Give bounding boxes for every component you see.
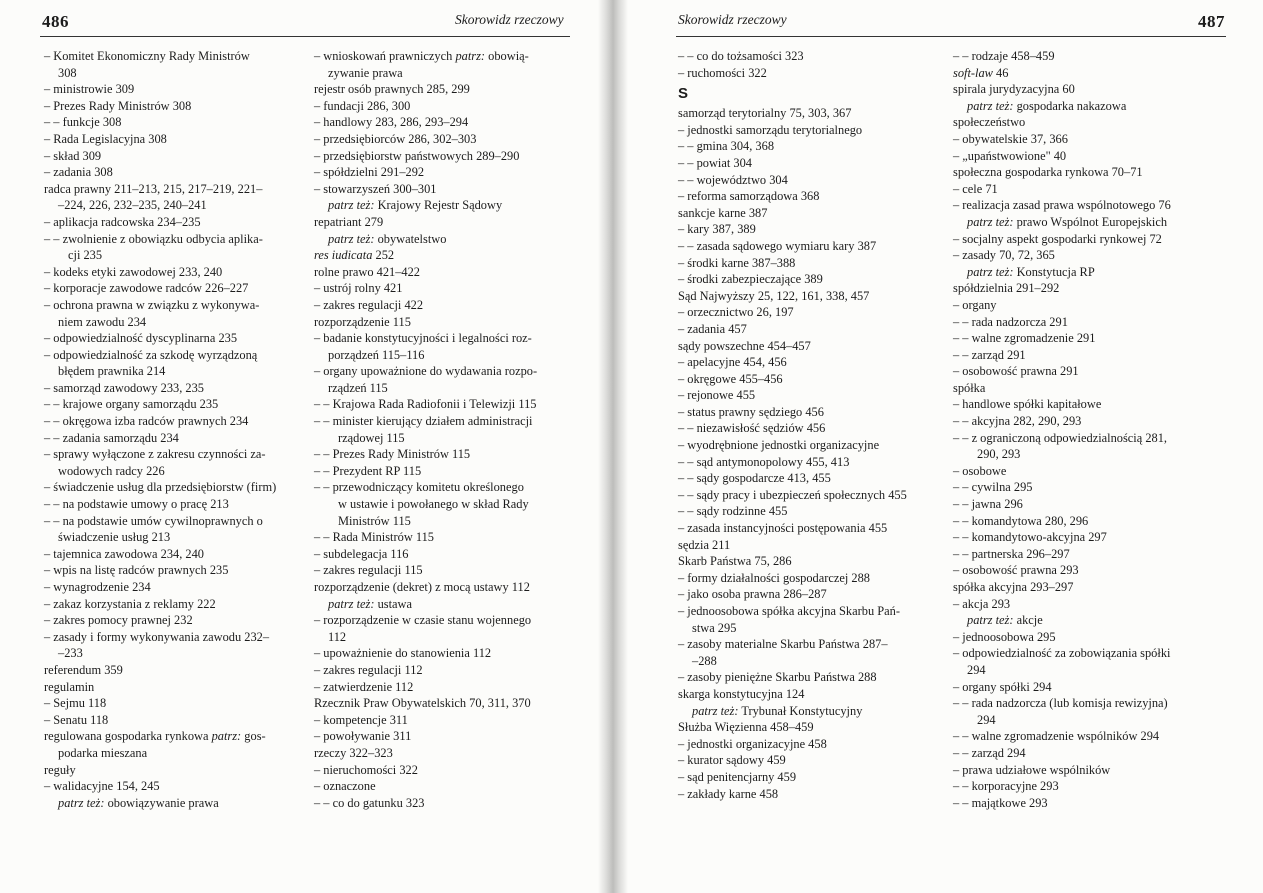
index-entry: rejestr osób prawnych 285, 299 xyxy=(314,82,470,97)
index-entry: – okręgowe 455–456 xyxy=(678,371,783,386)
index-entry: – ruchomości 322 xyxy=(678,65,767,80)
index-entry: – jako osoba prawna 286–287 xyxy=(678,587,827,602)
index-entry-continuation: rządowej 115 xyxy=(338,430,405,445)
index-entry: – – komandytowa 280, 296 xyxy=(953,513,1089,528)
index-entry: – zakłady karne 458 xyxy=(678,786,779,801)
index-entry: – aplikacja radcowska 234–235 xyxy=(44,214,201,229)
index-entry: – przedsiębiorstw państwowych 289–290 xyxy=(314,148,520,163)
index-entry: – sąd penitencjarny 459 xyxy=(678,769,797,784)
index-entry: – jednoosobowa spółka akcyjna Skarbu Pań- xyxy=(678,604,900,618)
index-entry-continuation: 308 xyxy=(58,65,77,80)
cross-reference xyxy=(314,197,566,214)
index-entry: – handlowe spółki kapitałowe xyxy=(953,397,1102,412)
index-entry: repatriant 279 xyxy=(314,214,384,229)
index-entry: – – komandytowo-akcyjna 297 xyxy=(953,530,1107,545)
index-entry: – powoływanie 311 xyxy=(314,729,412,744)
index-entry: – – rada nadzorcza (lub komisja rewizyjna) xyxy=(953,696,1168,711)
page-number: 487 xyxy=(1198,12,1225,31)
index-entry: – handlowy 283, 286, 293–294 xyxy=(314,115,469,130)
left-running-head xyxy=(455,12,564,36)
entry-text: – wnioskowań prawniczych xyxy=(314,49,453,63)
index-column-1 xyxy=(44,48,296,811)
index-entry: rzeczy 322–323 xyxy=(314,745,393,760)
index-entry: – – rada nadzorcza 291 xyxy=(953,314,1068,329)
cross-ref-label: patrz też: xyxy=(328,231,375,246)
index-entry: samorząd terytorialny 75, 303, 367 xyxy=(678,106,852,121)
running-head-text: Skorowidz rzeczowy xyxy=(455,12,564,27)
index-entry: – odpowiedzialność za zobowiązania spółki xyxy=(953,646,1171,661)
index-entry: – – jawna 296 xyxy=(953,497,1023,512)
index-entry: – – cywilna 295 xyxy=(953,480,1033,495)
index-entry: – organy upoważnione do wydawania rozpo- xyxy=(314,364,538,379)
cross-ref-label: patrz też: xyxy=(328,596,375,611)
index-entry: – Prezes Rady Ministrów 308 xyxy=(44,98,192,113)
index-entry: – – co do gatunku 323 xyxy=(314,795,425,810)
index-entry: regulamin xyxy=(44,679,95,694)
cross-ref-label: patrz też: xyxy=(692,703,739,718)
index-entry: referendum 359 xyxy=(44,662,123,677)
index-entry: – – okręgowa izba radców prawnych 234 xyxy=(44,414,249,429)
index-entry: – – Rada Ministrów 115 xyxy=(314,530,434,545)
index-entry: – rozporządzenie w czasie stanu wojennego xyxy=(314,613,532,628)
index-entry: – wyodrębnione jednostki organizacyjne xyxy=(678,438,880,453)
index-entry: – organy spółki 294 xyxy=(953,679,1052,694)
index-entry: – – niezawisłość sędziów 456 xyxy=(678,421,826,436)
index-entry: – zakaz korzystania z reklamy 222 xyxy=(44,596,216,611)
index-entry: – – województwo 304 xyxy=(678,172,788,187)
index-entry: – spółdzielni 291–292 xyxy=(314,165,425,180)
index-entry: – środki zabezpieczające 389 xyxy=(678,272,823,287)
right-running-head xyxy=(678,12,787,36)
index-entry: – – korporacyjne 293 xyxy=(953,779,1059,794)
index-entry: – Rada Legislacyjna 308 xyxy=(44,131,167,146)
index-entry: – status prawny sędziego 456 xyxy=(678,404,824,419)
index-entry-continuation: porządzeń 115–116 xyxy=(328,347,425,362)
running-head-text: Skorowidz rzeczowy xyxy=(678,12,787,27)
index-entry: – skład 309 xyxy=(44,148,102,163)
index-entry: – środki karne 387–388 xyxy=(678,255,796,270)
index-entry-continuation: wodowych radcy 226 xyxy=(58,463,165,478)
index-entry: – fundacji 286, 300 xyxy=(314,98,411,113)
index-column-3 xyxy=(678,48,938,802)
index-entry: – – sądy pracy i ubezpieczeń społecznych 455 xyxy=(678,487,907,502)
left-page xyxy=(0,0,598,893)
index-column-2 xyxy=(314,48,566,811)
index-entry xyxy=(314,48,566,65)
index-entry-continuation: 294 xyxy=(967,662,986,677)
index-entry: – – sąd antymonopolowy 455, 413 xyxy=(678,454,850,469)
cross-reference xyxy=(314,596,566,613)
index-entry: – – minister kierujący działem administracji xyxy=(314,414,533,429)
index-entry: – korporacje zawodowe radców 226–227 xyxy=(44,281,249,296)
entry-text: obowią- xyxy=(488,49,529,63)
latin-term: soft-law xyxy=(953,65,993,80)
index-entry: – – na podstawie umowy o pracę 213 xyxy=(44,497,229,512)
index-entry-continuation: zywanie prawa xyxy=(328,65,403,80)
index-entry: – – gmina 304, 368 xyxy=(678,139,775,154)
index-entry: – – Prezes Rady Ministrów 115 xyxy=(314,447,471,462)
index-entry: – osobowość prawna 293 xyxy=(953,563,1079,578)
index-entry: – zasada instancyjności postępowania 455 xyxy=(678,521,888,536)
cross-reference xyxy=(953,214,1238,231)
index-entry: – zasady 70, 72, 365 xyxy=(953,248,1055,263)
index-entry: – – krajowe organy samorządu 235 xyxy=(44,397,219,412)
index-entry: – – walne zgromadzenie wspólników 294 xyxy=(953,729,1160,744)
entry-text: ustawa xyxy=(377,596,412,611)
cross-ref-label: patrz też: xyxy=(58,795,105,810)
index-entry-continuation: –288 xyxy=(692,653,717,668)
index-entry: reguły xyxy=(44,762,76,777)
index-entry: – – co do tożsamości 323 xyxy=(678,49,804,63)
entry-text: gos- xyxy=(244,729,266,744)
index-entry: – – rodzaje 458–459 xyxy=(953,49,1055,63)
index-entry: sankcje karne 387 xyxy=(678,205,768,220)
index-entry: – kompetencje 311 xyxy=(314,712,408,727)
index-entry: – obywatelskie 37, 366 xyxy=(953,131,1068,146)
index-entry: – – zasada sądowego wymiaru kary 387 xyxy=(678,238,877,253)
index-entry-continuation: –233 xyxy=(58,646,83,661)
index-entry: – badanie konstytucyjności i legalności roz- xyxy=(314,331,532,346)
index-entry xyxy=(953,65,1238,82)
entry-text: obowiązywanie prawa xyxy=(107,795,219,810)
index-entry: – „upaństwowione" 40 xyxy=(953,148,1067,163)
index-entry: – zakres regulacji 112 xyxy=(314,662,423,677)
index-entry: – reforma samorządowa 368 xyxy=(678,189,820,204)
index-entry: spirala jurydyzacyjna 60 xyxy=(953,82,1075,97)
index-entry: – – sądy gospodarcze 413, 455 xyxy=(678,471,831,486)
index-entry: – zasady i formy wykonywania zawodu 232– xyxy=(44,629,270,644)
index-entry: Sąd Najwyższy 25, 122, 161, 338, 457 xyxy=(678,288,870,303)
index-entry-continuation: świadczenie usług 213 xyxy=(58,530,171,545)
index-entry: – – partnerska 296–297 xyxy=(953,546,1070,561)
index-entry: – wpis na listę radców prawnych 235 xyxy=(44,563,229,578)
cross-ref-label: patrz też: xyxy=(328,198,375,213)
index-entry: – walidacyjne 154, 245 xyxy=(44,779,160,794)
index-entry: – orzecznictwo 26, 197 xyxy=(678,305,794,320)
index-entry: – organy xyxy=(953,297,997,312)
index-entry: – prawa udziałowe wspólników xyxy=(953,762,1111,777)
header-rule xyxy=(676,36,1226,37)
index-entry: – świadczenie usług dla przedsiębiorstw (firm) xyxy=(44,480,277,495)
index-entry: – sprawy wyłączone z zakresu czynności za- xyxy=(44,447,266,462)
index-entry: – kary 387, 389 xyxy=(678,222,756,237)
index-entry xyxy=(314,247,566,264)
cross-ref-label: patrz też: xyxy=(967,98,1014,113)
index-entry: rolne prawo 421–422 xyxy=(314,264,420,279)
index-entry: – Sejmu 118 xyxy=(44,696,107,711)
index-entry: Rzecznik Praw Obywatelskich 70, 311, 370 xyxy=(314,696,531,711)
index-entry: – rejonowe 455 xyxy=(678,388,756,403)
index-entry-continuation: w ustawie i powołanego w skład Rady xyxy=(338,497,529,512)
index-entry: – – majątkowe 293 xyxy=(953,795,1048,810)
index-entry: społeczna gospodarka rynkowa 70–71 xyxy=(953,165,1143,180)
latin-term: res iudicata xyxy=(314,248,373,263)
cross-reference xyxy=(953,98,1238,115)
index-entry-continuation: 290, 293 xyxy=(977,447,1021,462)
index-entry: – przedsiębiorców 286, 302–303 xyxy=(314,131,477,146)
index-entry: skarga konstytucyjna 124 xyxy=(678,686,805,701)
index-entry: rozporządzenie (dekret) z mocą ustawy 112 xyxy=(314,580,530,594)
right-page-number xyxy=(1198,12,1225,36)
entry-text: 46 xyxy=(996,65,1009,80)
index-entry: – ministrowie 309 xyxy=(44,82,135,97)
entry-text: akcje xyxy=(1016,613,1043,628)
index-entry: – ochrona prawna w związku z wykonywa- xyxy=(44,297,260,312)
index-entry: – socjalny aspekt gospodarki rynkowej 72 xyxy=(953,231,1162,246)
index-entry: – kodeks etyki zawodowej 233, 240 xyxy=(44,264,223,279)
right-page xyxy=(628,0,1263,893)
index-entry: – – przewodniczący komitetu określonego xyxy=(314,480,524,495)
index-entry: – osobowe xyxy=(953,463,1007,478)
left-page-number xyxy=(42,12,69,36)
index-entry: – jednostki samorządu terytorialnego xyxy=(678,122,863,137)
index-entry: – realizacja zasad prawa wspólnotowego 76 xyxy=(953,198,1171,213)
cross-ref-label: patrz też: xyxy=(967,613,1014,628)
index-entry: – tajemnica zawodowa 234, 240 xyxy=(44,546,204,561)
index-entry: – zasoby pieniężne Skarbu Państwa 288 xyxy=(678,670,877,685)
index-entry: – – na podstawie umów cywilnoprawnych o xyxy=(44,513,263,528)
index-entry-continuation: błędem prawnika 214 xyxy=(58,364,166,379)
index-entry: – nieruchomości 322 xyxy=(314,762,418,777)
index-entry: – – zadania samorządu 234 xyxy=(44,430,179,445)
index-entry: Skarb Państwa 75, 286 xyxy=(678,554,792,569)
index-entry: – cele 71 xyxy=(953,181,998,196)
index-entry-continuation: 294 xyxy=(977,712,996,727)
index-entry: – kurator sądowy 459 xyxy=(678,753,786,768)
entry-text: obywatelstwo xyxy=(377,231,447,246)
index-entry: – odpowiedzialność za szkodę wyrządzoną xyxy=(44,347,258,362)
index-entry: – – Prezydent RP 115 xyxy=(314,463,422,478)
index-entry: – – walne zgromadzenie 291 xyxy=(953,331,1096,346)
index-entry: – upoważnienie do stanowienia 112 xyxy=(314,646,492,661)
index-entry: – – Krajowa Rada Radiofonii i Telewizji 115 xyxy=(314,397,537,412)
index-entry: – zasoby materialne Skarbu Państwa 287– xyxy=(678,637,888,652)
index-entry: – zakres regulacji 422 xyxy=(314,297,424,312)
index-entry: – wynagrodzenie 234 xyxy=(44,580,151,594)
index-entry: – – powiat 304 xyxy=(678,155,752,170)
index-entry: – osobowość prawna 291 xyxy=(953,364,1079,379)
entry-text: Krajowy Rejestr Sądowy xyxy=(377,198,503,213)
index-entry: – Senatu 118 xyxy=(44,712,109,727)
index-entry: – odpowiedzialność dyscyplinarna 235 xyxy=(44,331,238,346)
index-entry: – – z ograniczoną odpowiedzialnością 281, xyxy=(953,430,1168,445)
cross-reference xyxy=(678,703,938,720)
cross-ref-label: patrz też: xyxy=(967,264,1014,279)
book-gutter xyxy=(598,0,628,893)
header-rule xyxy=(40,36,570,37)
index-entry: – – funkcje 308 xyxy=(44,115,122,130)
entry-text: regulowana gospodarka rynkowa xyxy=(44,729,209,744)
index-entry: spółka xyxy=(953,380,986,395)
index-entry: radca prawny 211–213, 215, 217–219, 221– xyxy=(44,181,263,196)
index-entry: – – zwolnienie z obowiązku odbycia aplika- xyxy=(44,231,263,246)
index-entry: – subdelegacja 116 xyxy=(314,546,409,561)
index-entry-continuation: niem zawodu 234 xyxy=(58,314,147,329)
cross-ref-label: patrz też: xyxy=(967,214,1014,229)
cross-reference xyxy=(44,795,296,812)
index-entry: – samorząd zawodowy 233, 235 xyxy=(44,380,205,395)
cross-reference xyxy=(953,612,1238,629)
index-entry-continuation: 112 xyxy=(328,629,347,644)
index-entry-continuation: stwa 295 xyxy=(692,620,737,635)
index-entry: – zadania 308 xyxy=(44,165,113,180)
index-entry: spółdzielnia 291–292 xyxy=(953,281,1060,296)
index-entry xyxy=(44,728,296,745)
index-entry: – – zarząd 291 xyxy=(953,347,1026,362)
index-entry: – – sądy rodzinne 455 xyxy=(678,504,788,519)
section-letter-heading: S xyxy=(678,85,689,103)
entry-text: Konstytucja RP xyxy=(1016,264,1095,279)
entry-text: gospodarka nakazowa xyxy=(1016,98,1127,113)
index-entry-continuation: cji 235 xyxy=(68,248,103,263)
cross-ref-label: patrz: xyxy=(211,729,242,744)
index-entry: rozporządzenie 115 xyxy=(314,314,411,329)
cross-ref-label: patrz: xyxy=(455,49,486,63)
entry-text: prawo Wspólnot Europejskich xyxy=(1016,214,1168,229)
index-entry: sądy powszechne 454–457 xyxy=(678,338,811,353)
index-entry: społeczeństwo xyxy=(953,115,1026,130)
index-entry: sędzia 211 xyxy=(678,537,731,552)
index-entry: – – akcyjna 282, 290, 293 xyxy=(953,414,1082,429)
index-entry: – akcja 293 xyxy=(953,596,1011,611)
index-entry: – oznaczone xyxy=(314,779,376,794)
index-entry: – zakres pomocy prawnej 232 xyxy=(44,613,193,628)
index-entry: – – zarząd 294 xyxy=(953,745,1026,760)
index-entry: – Komitet Ekonomiczny Rady Ministrów xyxy=(44,49,250,63)
cross-reference xyxy=(314,231,566,248)
index-entry: – stowarzyszeń 300–301 xyxy=(314,181,437,196)
index-entry-continuation: rządzeń 115 xyxy=(328,380,388,395)
index-entry: – apelacyjne 454, 456 xyxy=(678,355,787,370)
entry-text: 252 xyxy=(375,248,395,263)
index-entry-continuation: podarka mieszana xyxy=(58,745,148,760)
index-entry: – zadania 457 xyxy=(678,321,747,336)
cross-reference xyxy=(953,264,1238,281)
index-entry: – zatwierdzenie 112 xyxy=(314,679,414,694)
index-entry: spółka akcyjna 293–297 xyxy=(953,580,1074,594)
index-entry: – zakres regulacji 115 xyxy=(314,563,423,578)
page-number: 486 xyxy=(42,12,69,31)
index-entry: – jednoosobowa 295 xyxy=(953,629,1056,644)
entry-text: Trybunał Konstytucyjny xyxy=(741,703,863,718)
index-entry: – jednostki organizacyjne 458 xyxy=(678,736,827,751)
index-entry: – formy działalności gospodarczej 288 xyxy=(678,570,870,585)
index-entry-continuation: –224, 226, 232–235, 240–241 xyxy=(58,198,207,213)
index-entry-continuation: Ministrów 115 xyxy=(338,513,411,528)
index-column-4 xyxy=(953,48,1238,811)
index-entry: – ustrój rolny 421 xyxy=(314,281,403,296)
index-entry: Służba Więzienna 458–459 xyxy=(678,720,814,735)
